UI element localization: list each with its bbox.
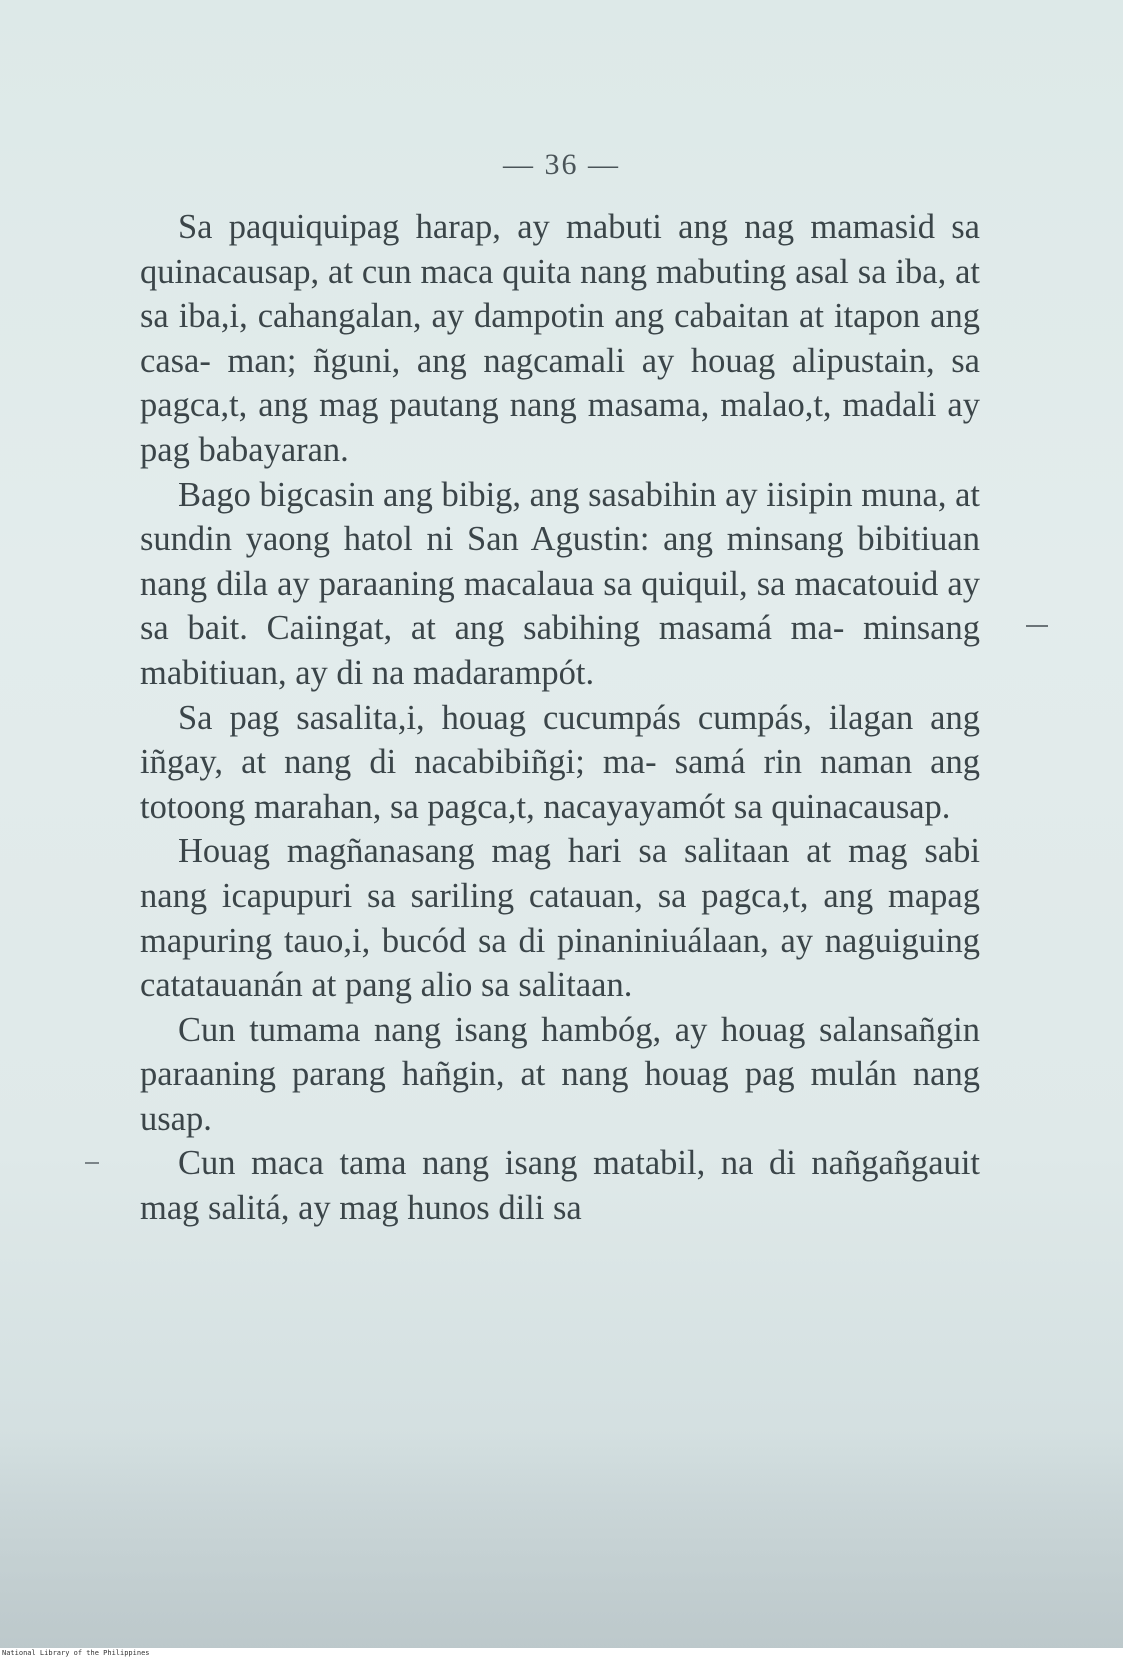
footer-credit: National Library of the Philippines bbox=[2, 1649, 150, 1657]
body-text bbox=[140, 205, 980, 1231]
page-number: — 36 — bbox=[503, 148, 620, 181]
footer-strip bbox=[0, 1648, 1123, 1658]
paragraph: Bago bigcasin ang bibig, ang sasabihin ay iisipin muna, at sundin yaong hatol ni San Agustin: ang minsang bibitiuan nang dila ay paraaning macalaua sa quiquil, sa macatouid ay sa bait. Caiingat, at ang sabihing masamá ma- minsang mabitiuan, ay di na madarampót. bbox=[140, 475, 980, 692]
paragraph: Cun maca tama nang isang matabil, na di nañgañgauit mag salitá, ay mag hunos dili sa bbox=[140, 1144, 980, 1228]
margin-mark bbox=[85, 1162, 99, 1164]
margin-mark bbox=[1026, 625, 1048, 627]
paragraph: Sa paquiquipag harap, ay mabuti ang nag mamasid sa quinacausap, at cun maca quita nang mabuting asal sa iba, at sa iba,i, cahangalan, ay dampotin ang cabaitan at itapon ang casa- man; ñguni, ang nagcamali ay houag alipustain, sa pagca,t, ang mag pautang nang masama, malao,t, madali ay pag babayaran. bbox=[140, 208, 980, 469]
paragraph: Sa pag sasalita,i, houag cucumpás cumpás, ilagan ang iñgay, at nang di nacabibiñgi; ma- samá rin naman ang totoong marahan, sa pagca,t, nacayayamót sa quinacausap. bbox=[140, 698, 980, 826]
page-shading bbox=[0, 1430, 1123, 1648]
paragraph: Cun tumama nang isang hambóg, ay houag salansañgin paraaning parang hañgin, at nang houag pag mulán nang usap. bbox=[140, 1010, 980, 1138]
paragraph: Houag magñanasang mag hari sa salitaan at mag sabi nang icapupuri sa sariling catauan, sa pagca,t, ang mapag mapuring tauo,i, bucód sa di pinaniniuálaan, ay naguiguing catatauanán at pang alio sa salitaan. bbox=[140, 832, 980, 1005]
